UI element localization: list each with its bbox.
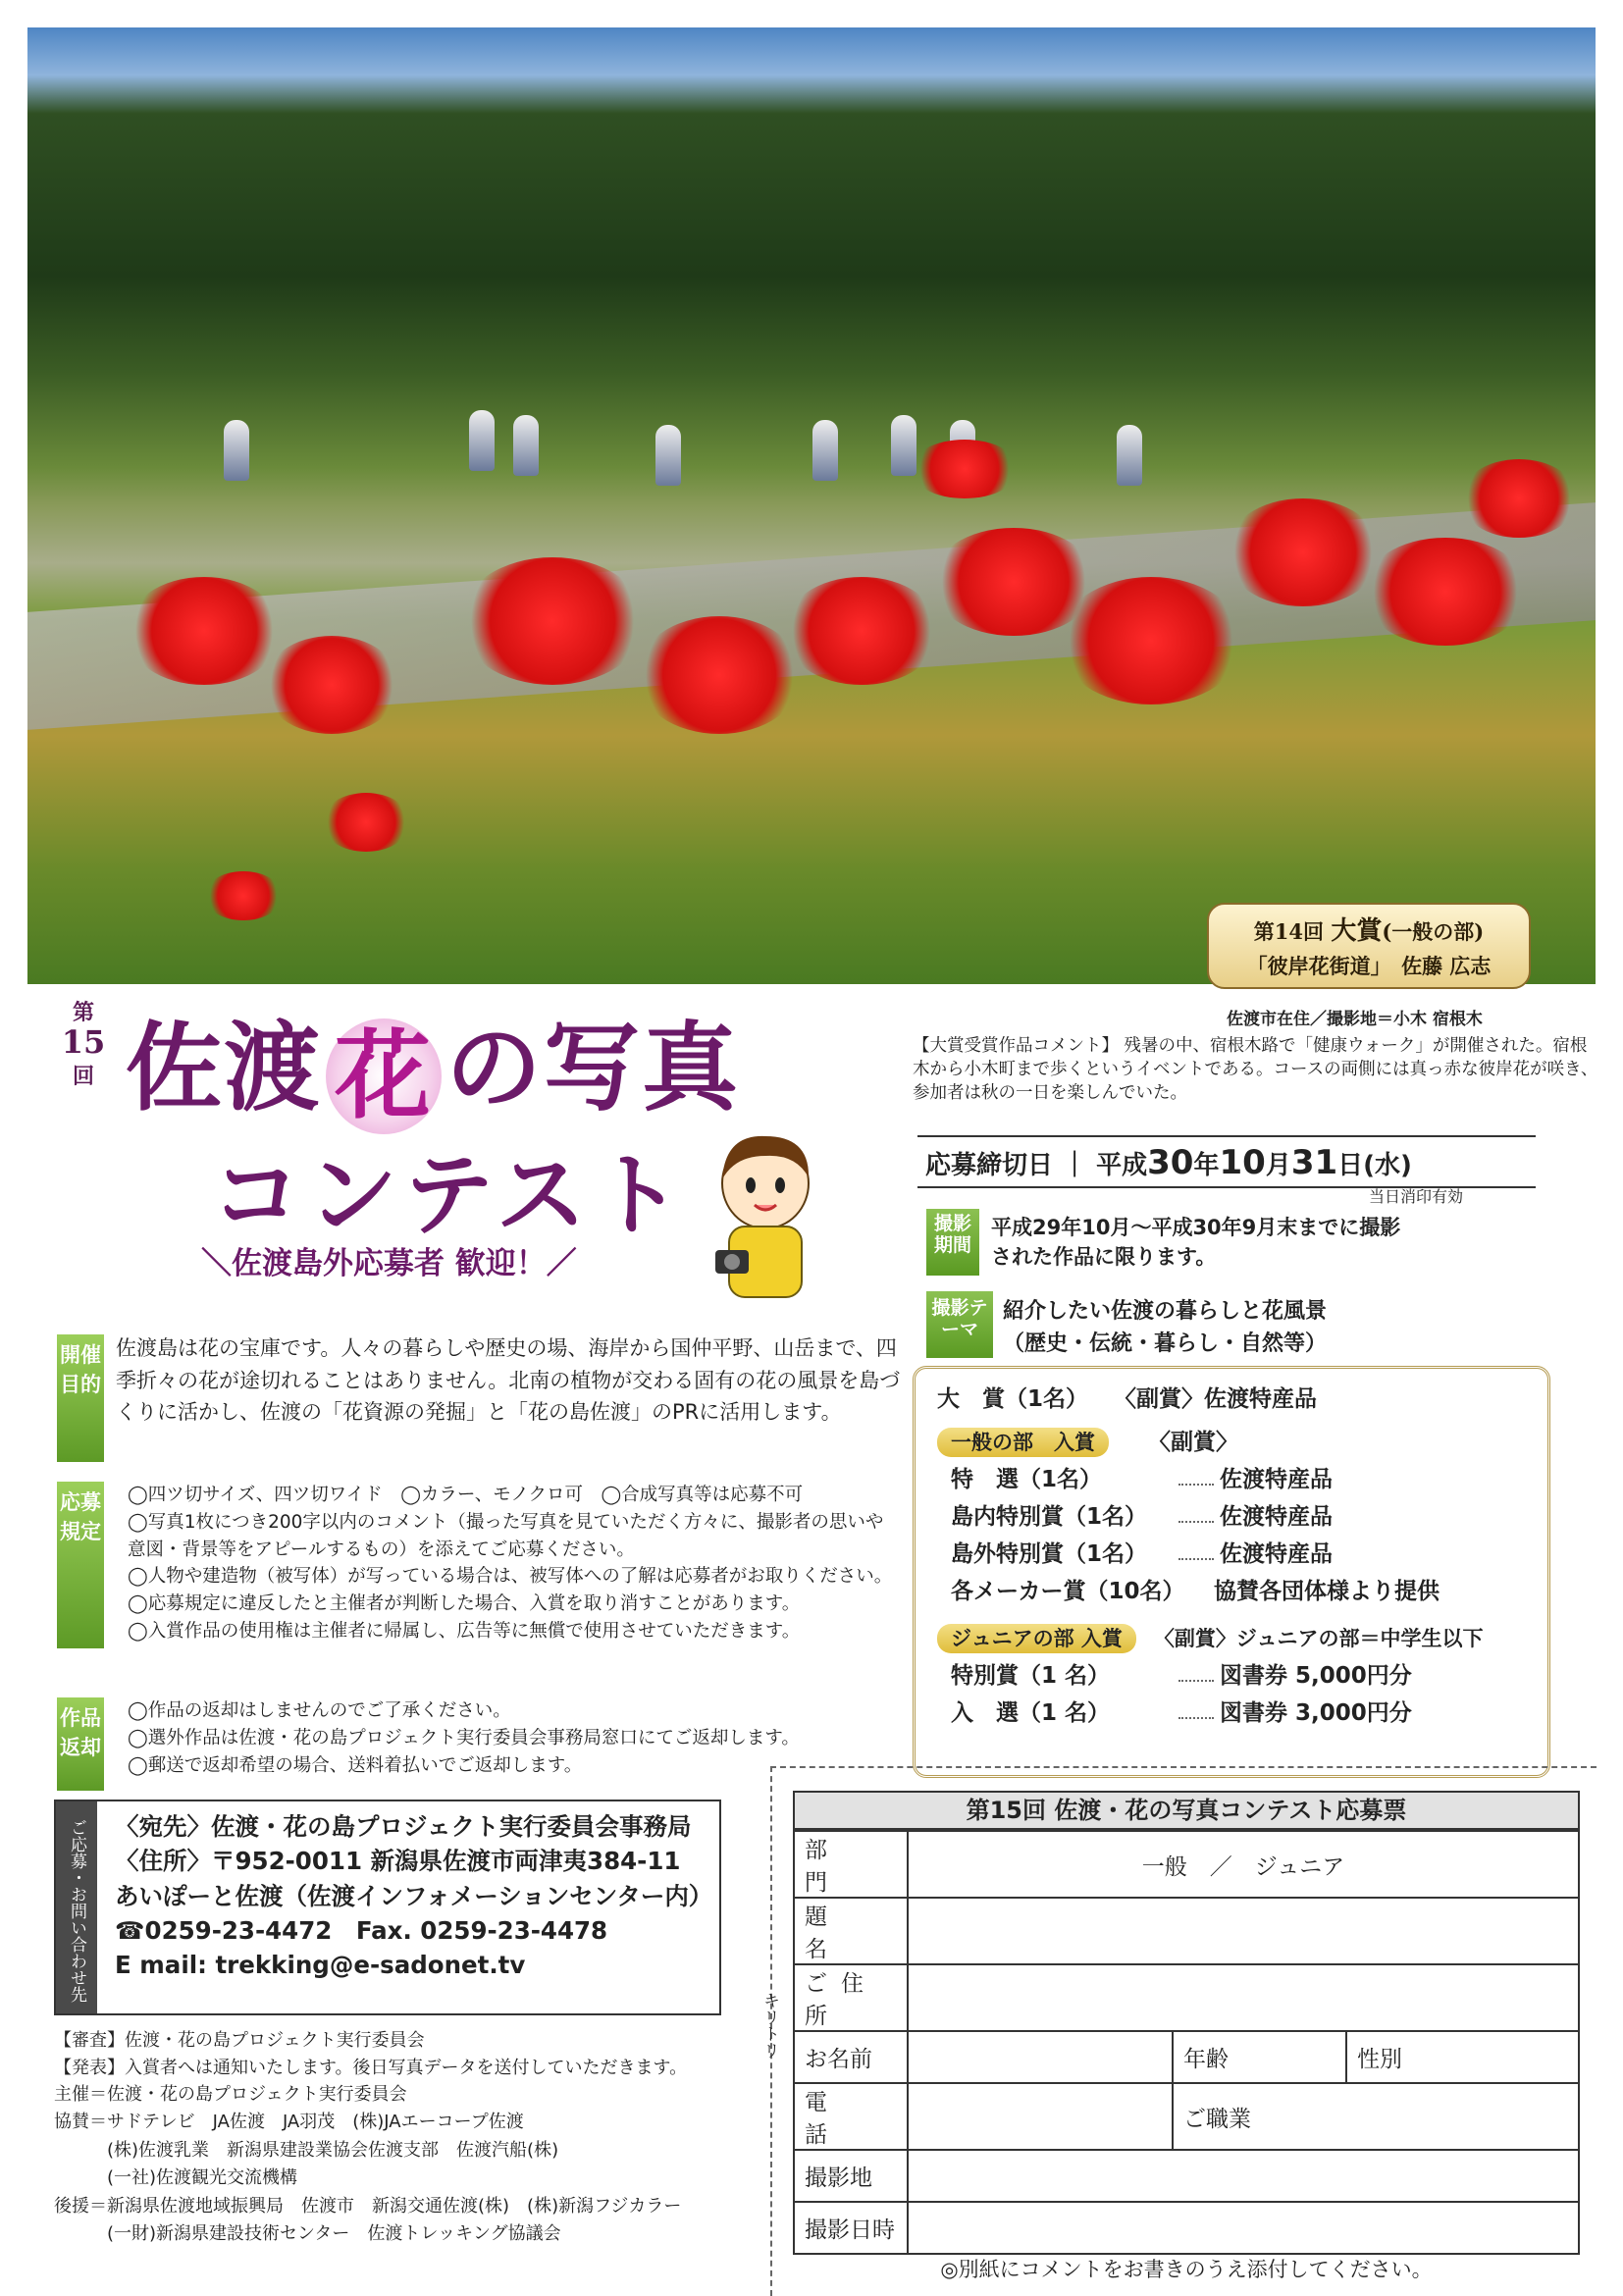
purpose-tag: 開催目的 — [57, 1334, 104, 1462]
deadline-year-unit: 年 — [1193, 1151, 1220, 1180]
prize-label: 入 選（1 名） — [951, 1700, 1111, 1726]
junior-head: 〈副賞〉ジュニアの部＝中学生以下 — [1153, 1627, 1484, 1650]
dept-label: 部 門 — [794, 1831, 908, 1898]
award-category: (一般の部) — [1382, 919, 1485, 944]
rules-list — [128, 1482, 901, 1645]
general-pill: 一般の部 入賞 — [937, 1428, 1109, 1457]
flower — [911, 440, 1019, 498]
award-badge — [1207, 903, 1531, 989]
rule-item: ◯四ツ切サイズ、四ツ切ワイド ◯カラー、モノクロ可 ◯合成写真等は応募不可 — [128, 1485, 804, 1505]
prize-label: 特別賞（1 名） — [951, 1663, 1111, 1689]
place-field[interactable] — [908, 2150, 1579, 2202]
page-title — [126, 991, 740, 1134]
cut-label: キリトリ — [759, 1992, 779, 2059]
footer-notes — [54, 2027, 687, 2083]
prize-value: 佐渡特産品 — [1220, 1467, 1333, 1492]
rules-tag: 応募規定 — [57, 1482, 104, 1648]
award-comment: 【大賞受賞作品コメント】 残暑の中、宿根木路で「健康ウォーク」が開催された。宿根木から小木町まで歩くというイベントである。コースの両側には真っ赤な彼岸花が咲き、参加者は秋の一日を楽しんでいた。 — [913, 1036, 1598, 1104]
prize-row — [937, 1657, 1547, 1695]
edition-num: 15 — [61, 1023, 106, 1061]
award-prize: 大賞 — [1331, 916, 1383, 946]
contact-box — [54, 1800, 721, 2015]
prize-label: 特 選（1名） — [951, 1467, 1103, 1492]
prize-value: 協賛各団体様より提供 — [1214, 1579, 1440, 1604]
phone-label: 電 話 — [794, 2083, 908, 2150]
rule-item: ◯入賞作品の使用権は主催者に帰属し、広告等に無償で使用させていただきます。 — [128, 1620, 801, 1642]
award-title: 「彼岸花街道」 佐藤 広志 — [1246, 954, 1492, 978]
hiker — [224, 420, 249, 481]
age-label[interactable]: 年齢 — [1173, 2031, 1326, 2083]
title-sado: 佐渡 — [126, 1012, 323, 1124]
flower — [783, 577, 940, 685]
sponsor-line: (株)佐渡乳業 新潟県建設業協会佐渡支部 佐渡汽船(株) — [54, 2139, 559, 2161]
sponsor-line: (一社)佐渡観光交流機構 — [54, 2167, 298, 2189]
deadline-box: 応募締切日 ｜ 平成30年10月31日(水) — [917, 1135, 1536, 1188]
award-round: 第14回 — [1253, 919, 1325, 944]
prize-list — [913, 1366, 1550, 1778]
deadline-era: 平成 — [1096, 1151, 1148, 1180]
contact-phone: ☎0259-23-4472 Fax. 0259-23-4478 — [115, 1915, 608, 1945]
date-label: 撮影日時 — [794, 2202, 908, 2254]
place-label: 撮影地 — [794, 2150, 908, 2202]
theme-line: 紹介したい佐渡の暮らしと花風景 — [1003, 1299, 1328, 1324]
deadline-year: 30 — [1147, 1143, 1194, 1182]
prize-value: 図書券 5,000円分 — [1220, 1663, 1412, 1689]
phone-field[interactable] — [908, 2083, 1173, 2150]
postmark-note: 当日消印有効 — [1369, 1187, 1464, 1206]
photo-credit: 佐渡市在住／撮影地＝小木 宿根木 — [1227, 1010, 1483, 1029]
deadline-label: 応募締切日 — [925, 1151, 1054, 1180]
form-title: 第15回 佐渡・花の写真コンテスト応募票 — [793, 1791, 1580, 1830]
rule-item: ◯人物や建造物（被写体）が写っている場合は、被写体への了解は応募者がお取りください。 — [128, 1566, 893, 1588]
prize-row — [937, 1573, 1547, 1610]
deadline-weekday: (水) — [1363, 1151, 1412, 1180]
judge-line: 【審査】佐渡・花の島プロジェクト実行委員会 — [54, 2030, 425, 2051]
contact-info — [115, 1809, 712, 1982]
hiker — [812, 420, 838, 481]
contact-address2: あいぽーと佐渡（佐渡インフォメーションセンター内） — [115, 1881, 713, 1910]
deadline-day-unit: 日 — [1337, 1151, 1364, 1180]
prize-label: 大 賞（1名） — [937, 1386, 1089, 1412]
period-text — [991, 1213, 1400, 1273]
junior-pill: ジュニアの部 入賞 — [937, 1624, 1136, 1653]
job-field[interactable]: ご職業 — [1173, 2083, 1579, 2150]
title-field[interactable] — [908, 1898, 1579, 1964]
prize-row — [937, 1498, 1547, 1536]
contact-recipient: 〈宛先〉佐渡・花の島プロジェクト実行委員会事務局 — [115, 1812, 692, 1841]
announce-line: 【発表】入賞者へは通知いたします。後日写真データを送付していただきます。 — [54, 2058, 688, 2079]
hiker — [513, 415, 539, 476]
footer-organizers — [54, 2081, 681, 2249]
name-field[interactable] — [908, 2031, 1173, 2083]
title-photo: の写真 — [445, 1012, 741, 1124]
dots — [1178, 1513, 1214, 1523]
address-label: ご住所 — [794, 1964, 908, 2031]
flower — [1058, 577, 1244, 704]
deadline-month-unit: 月 — [1265, 1151, 1291, 1180]
address-field[interactable] — [908, 1964, 1579, 2031]
flower — [1460, 459, 1578, 538]
prize-row — [937, 1536, 1547, 1573]
hiker — [655, 425, 681, 486]
prize-value: 〈副賞〉佐渡特産品 — [1114, 1386, 1317, 1412]
prize-label: 島内特別賞（1名） — [951, 1504, 1148, 1530]
prize-label: 各メーカー賞（10名） — [951, 1579, 1185, 1604]
return-item: ◯作品の返却はしませんのでご了承ください。 — [128, 1700, 511, 1721]
flower — [459, 557, 646, 685]
prize-label: 島外特別賞（1名） — [951, 1541, 1148, 1567]
form-note: ◎別紙にコメントをお書きのうえ添付してください。 — [940, 2258, 1433, 2281]
edition-suffix: 回 — [72, 1063, 94, 1089]
rule-item: ◯写真1枚につき200字以内のコメント（撮った写真を見ていただく方々に、撮影者の思いや意図・背景等をアピールするもの）を添えてご応募ください。 — [128, 1511, 884, 1560]
edition-number — [59, 996, 108, 1090]
flower — [263, 636, 400, 734]
prize-general-header — [937, 1424, 1547, 1461]
theme-line: （歴史・伝統・暮らし・自然等） — [1003, 1331, 1328, 1356]
flower — [1362, 538, 1529, 646]
sex-label[interactable]: 性別 — [1346, 2031, 1579, 2083]
support-line: (一財)新潟県建設技術センター 佐渡トレッキング協議会 — [54, 2223, 561, 2245]
return-item: ◯郵送で返却希望の場合、送料着払いでご返却します。 — [128, 1754, 583, 1776]
rule-item: ◯応募規定に違反したと主催者が判断した場合、入賞を取り消すことがあります。 — [128, 1593, 801, 1614]
contact-address: 〈住所〉〒952-0011 新潟県佐渡市両津夷384-11 — [115, 1847, 681, 1876]
flower — [204, 871, 283, 920]
prize-value: 図書券 3,000円分 — [1220, 1700, 1412, 1726]
purpose-text: 佐渡島は花の宝庫です。人々の暮らしや歴史の場、海岸から国仲平野、山岳まで、四季折々の花が途切れることはありません。北南の植物が交わる固有の花の風景を島づくりに活かし、佐渡の「花資源の発掘」と「花の島佐渡」のPRに活用します。 — [116, 1336, 901, 1425]
returns-tag: 作品返却 — [57, 1697, 104, 1791]
hiker — [1117, 425, 1142, 486]
deadline-month: 10 — [1219, 1143, 1266, 1182]
support-line: 後援＝新潟県佐渡地域振興局 佐渡市 新潟交通佐渡(株) (株)新潟フジカラー — [54, 2195, 682, 2217]
welcome-banner: ＼佐渡島外応募者 歓迎！／ — [201, 1246, 577, 1281]
host-line: 主催＝佐渡・花の島プロジェクト実行委員会 — [54, 2084, 407, 2105]
flower — [322, 793, 410, 852]
general-head: 〈副賞〉 — [1148, 1430, 1238, 1455]
hero-photo — [27, 27, 1596, 984]
theme-text — [1003, 1295, 1327, 1360]
flower — [126, 577, 283, 685]
name-label: お名前 — [794, 2031, 908, 2083]
period-tag: 撮影期間 — [926, 1209, 979, 1276]
flower — [1225, 498, 1382, 606]
prize-grand — [937, 1381, 1547, 1418]
edition-prefix: 第 — [72, 1000, 94, 1025]
prize-value: 佐渡特産品 — [1220, 1504, 1333, 1530]
prize-row — [937, 1695, 1547, 1732]
title-flower: 花 — [326, 1018, 442, 1134]
prize-value: 佐渡特産品 — [1220, 1541, 1333, 1567]
dots — [1178, 1709, 1214, 1719]
title-contest: コンテスト — [211, 1143, 689, 1248]
dots — [1178, 1672, 1214, 1682]
dots — [1178, 1476, 1214, 1486]
deadline-day: 31 — [1290, 1143, 1338, 1182]
dept-field[interactable]: 一般 ／ ジュニア — [908, 1831, 1579, 1898]
return-item: ◯選外作品は佐渡・花の島プロジェクト実行委員会事務局窓口にてご返却します。 — [128, 1727, 800, 1748]
period-line: 平成29年10月～平成30年9月末までに撮影 — [991, 1216, 1401, 1239]
title-label: 題 名 — [794, 1898, 908, 1964]
contact-side-label: ご応募・お問い合わせ先 — [56, 1801, 97, 2013]
theme-tag: 撮影テーマ — [926, 1291, 993, 1358]
flower — [636, 616, 803, 734]
period-line: された作品に限ります。 — [991, 1245, 1217, 1270]
prize-row — [937, 1461, 1547, 1498]
date-field[interactable] — [908, 2202, 1579, 2254]
mascot-illustration — [711, 1128, 819, 1300]
hiker — [469, 410, 495, 471]
dots — [1178, 1550, 1214, 1560]
contact-email[interactable]: E mail: trekking@e-sadonet.tv — [115, 1951, 526, 1980]
entry-form — [793, 1830, 1580, 2255]
sponsor-line: 協賛＝サドテレビ JA佐渡 JA羽茂 (株)JAエーコープ佐渡 — [54, 2112, 524, 2133]
prize-junior-header — [937, 1620, 1547, 1657]
